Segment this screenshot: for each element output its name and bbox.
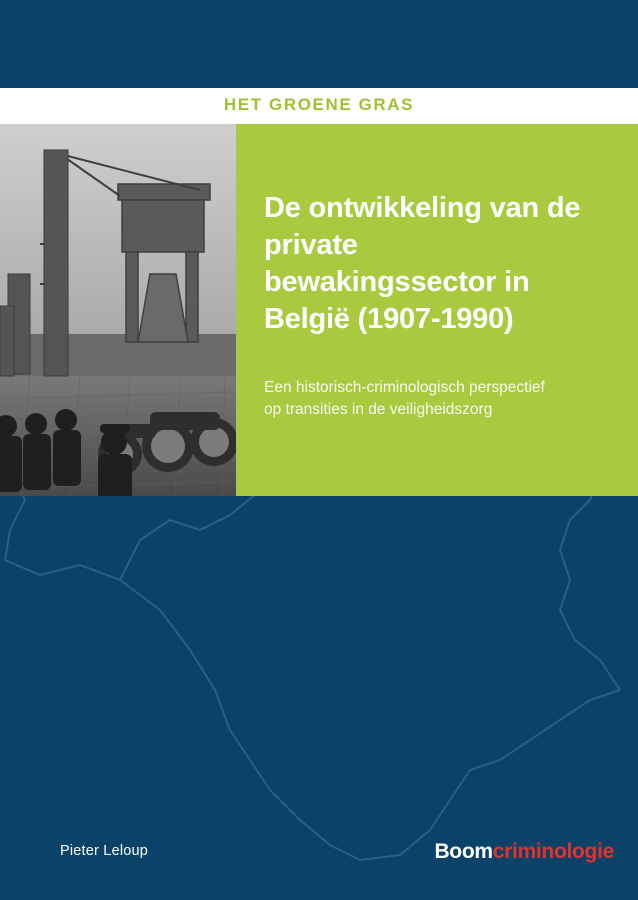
publisher-name-part1: Boom [434,840,493,863]
series-title: HET GROENE GRAS [223,95,415,114]
cover-photo-illustration [0,124,236,496]
page-subtitle: Een historisch-criminologisch perspectief op transities in de veiligheidszorg [264,379,545,418]
cover-photo [0,124,236,496]
publisher-logo [434,840,614,864]
page-title: De ontwikkeling van de private bewakingssector in België (1907-1990) [264,192,581,336]
author-name: Pieter Leloup [60,843,149,859]
publisher-name-part2: criminologie [492,840,614,863]
